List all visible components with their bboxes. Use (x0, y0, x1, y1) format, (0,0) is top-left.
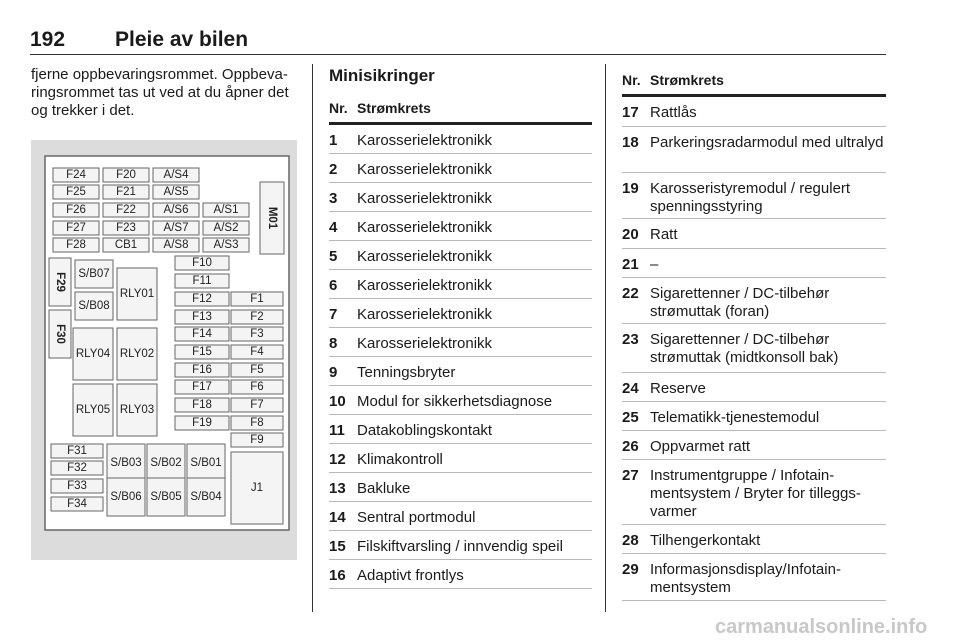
row-number: 2 (329, 161, 338, 178)
fuse-label-sb04: S/B04 (190, 491, 222, 503)
fuse-label-f8: F8 (250, 417, 264, 429)
fuse-label-sb05: S/B05 (150, 491, 182, 503)
row-text: Karosserielektronikk (357, 219, 493, 236)
row-number: 14 (329, 509, 346, 526)
fuse-label-f15: F15 (192, 346, 212, 358)
table-row (622, 460, 886, 525)
fuse-label-f23: F23 (116, 222, 136, 234)
row-text: Oppvarmet ratt (650, 438, 751, 455)
row-number: 25 (622, 409, 639, 426)
row-text: Klimakontroll (357, 451, 443, 468)
table-row (622, 373, 886, 402)
fuse-label-f31: F31 (67, 445, 87, 457)
fuse-label-f32: F32 (67, 462, 87, 474)
fuse-label-f30: F30 (54, 324, 66, 344)
row-number: 7 (329, 306, 338, 323)
fuse-label-f18: F18 (192, 399, 212, 411)
row-text: Parkeringsradarmodul med ultralyd (650, 134, 884, 151)
fuse-label-cb1: CB1 (114, 239, 138, 251)
row-text: Tilhengerkontakt (650, 532, 761, 549)
row-number: 29 (622, 561, 639, 578)
row-text: Karosserielektronikk (357, 306, 493, 323)
row-number: 4 (329, 219, 338, 236)
fuse-label-f6: F6 (250, 381, 264, 393)
row-number: 8 (329, 335, 338, 352)
row-number: 10 (329, 393, 346, 410)
fuse-label-rly04: RLY04 (75, 348, 111, 360)
row-text: Karosserielektronikk (357, 335, 493, 352)
column-divider-1 (312, 64, 313, 612)
table-row (622, 219, 886, 249)
fuse-label-rly01: RLY01 (119, 288, 155, 300)
fuse-label-f20: F20 (116, 169, 136, 181)
table-row (329, 502, 592, 531)
row-text: Instrumentgruppe / Infotainmentsystem / Bryter for tilleggsvarmer (650, 467, 861, 520)
fuse-label-f22: F22 (116, 204, 136, 216)
fuse-label-f2: F2 (250, 311, 264, 323)
row-number: 1 (329, 132, 338, 149)
row-text: Karosseristyremodul / regulert spenningsstyring (650, 180, 851, 215)
row-number: 24 (622, 380, 639, 397)
table-row (329, 473, 592, 502)
row-number: 26 (622, 438, 639, 455)
row-text: Karosserielektronikk (357, 248, 493, 265)
row-number: 11 (329, 422, 345, 439)
header-nr: Nr. (329, 100, 348, 116)
row-text: Modul for sikkerhetsdiagnose (357, 393, 553, 410)
table-row (329, 415, 592, 444)
fuse-label-f16: F16 (192, 364, 212, 376)
fuse-label-rly05: RLY05 (75, 404, 111, 416)
fuse-label-as6: A/S6 (163, 204, 189, 216)
watermark: carmanualsonline.info (715, 616, 928, 638)
table-row (329, 183, 592, 212)
fuse-label-as8: A/S8 (163, 239, 189, 251)
row-text: Informasjonsdisplay/Infotainmentsystem (650, 561, 841, 596)
fuse-label-sb02: S/B02 (150, 457, 182, 469)
row-number: 27 (622, 467, 639, 484)
table-row (329, 386, 592, 415)
row-number: 3 (329, 190, 338, 207)
fuse-label-as2: A/S2 (213, 222, 239, 234)
row-text: Reserve (650, 380, 706, 397)
row-text: Sentral portmodul (357, 509, 476, 526)
fuse-label-f21: F21 (116, 186, 136, 198)
table-row (329, 560, 592, 589)
row-number: 18 (622, 134, 639, 151)
table-row (622, 127, 886, 173)
fuse-label-f29: F29 (54, 272, 66, 292)
fuse-label-f28: F28 (66, 239, 86, 251)
fuse-label-f27: F27 (66, 222, 86, 234)
row-number: 19 (622, 180, 639, 197)
fuse-box-diagram (31, 140, 297, 560)
row-text: – (650, 256, 659, 273)
column-divider-2 (605, 64, 606, 612)
fuse-label-as1: A/S1 (213, 204, 239, 216)
table-row (329, 357, 592, 386)
row-number: 13 (329, 480, 346, 497)
table-row (622, 324, 886, 373)
row-text: Karosserielektronikk (357, 132, 493, 149)
row-number: 12 (329, 451, 346, 468)
header-nr: Nr. (622, 72, 641, 88)
table-header (329, 94, 592, 125)
fuse-label-as3: A/S3 (213, 239, 239, 251)
fuse-label-f13: F13 (192, 311, 212, 323)
fuse-label-sb03: S/B03 (110, 457, 142, 469)
fuse-label-rly02: RLY02 (119, 348, 155, 360)
fuse-label-as7: A/S7 (163, 222, 189, 234)
fuse-label-sb01: S/B01 (190, 457, 222, 469)
section-title: Minisikringer (329, 66, 435, 85)
row-number: 23 (622, 331, 639, 348)
fuse-table-right (622, 66, 886, 601)
table-row (329, 125, 592, 154)
page-number: 192 (30, 28, 66, 51)
fuse-label-f19: F19 (192, 417, 212, 429)
table-row (329, 444, 592, 473)
table-row (622, 249, 886, 278)
row-number: 17 (622, 104, 639, 121)
row-number: 28 (622, 532, 639, 549)
fuse-label-f4: F4 (250, 346, 264, 358)
fuse-label-f1: F1 (250, 293, 264, 305)
row-number: 21 (622, 256, 639, 273)
fuse-label-sb08: S/B08 (78, 300, 110, 312)
fuse-label-f12: F12 (192, 293, 212, 305)
row-text: Telematikk-tjenestemodul (650, 409, 820, 426)
table-row (622, 402, 886, 431)
table-row (622, 554, 886, 601)
header-circuit: Strømkrets (357, 100, 431, 116)
row-text: Karosserielektronikk (357, 190, 493, 207)
fuse-label-f34: F34 (67, 498, 87, 510)
row-number: 6 (329, 277, 338, 294)
table-row (622, 278, 886, 324)
row-text: Tenningsbryter (357, 364, 456, 381)
row-number: 20 (622, 226, 639, 243)
fuse-label-j1: J1 (250, 482, 264, 494)
fuse-label-f9: F9 (250, 434, 264, 446)
fuse-label-f33: F33 (67, 480, 87, 492)
table-row (329, 328, 592, 357)
row-number: 16 (329, 567, 346, 584)
fuse-label-f10: F10 (192, 257, 212, 269)
table-row (329, 241, 592, 270)
table-row (329, 154, 592, 183)
row-text: Filskiftvarsling / innvendig speil (357, 538, 563, 555)
fuse-label-m01: M01 (266, 206, 278, 230)
fuse-label-sb07: S/B07 (78, 268, 110, 280)
fuse-label-as4: A/S4 (163, 169, 189, 181)
table-row (622, 431, 886, 460)
fuse-label-f25: F25 (66, 186, 86, 198)
intro-paragraph: fjerne oppbevaringsrommet. Oppbevaringsrommet tas ut ved at du åpner det og trekker i det. (31, 66, 289, 119)
row-text: Sigarettenner / DC-tilbehør strømuttak (midtkonsoll bak) (650, 331, 839, 366)
fuse-label-f5: F5 (250, 364, 264, 376)
table-row (329, 531, 592, 560)
fuse-box-svg (31, 140, 297, 560)
fuse-label-sb06: S/B06 (110, 491, 142, 503)
row-text: Karosserielektronikk (357, 277, 493, 294)
table-row (329, 212, 592, 241)
row-number: 22 (622, 285, 639, 302)
table-row (329, 270, 592, 299)
row-text: Rattlås (650, 104, 697, 121)
table-row (622, 97, 886, 127)
table-header (622, 66, 886, 97)
row-text: Sigarettenner / DC-tilbehør strømuttak (foran) (650, 285, 830, 320)
fuse-label-f7: F7 (250, 399, 264, 411)
table-row (329, 299, 592, 328)
row-text: Datakoblingskontakt (357, 422, 493, 439)
fuse-label-f17: F17 (192, 381, 212, 393)
fuse-table-left (329, 94, 592, 589)
row-text: Adaptivt frontlys (357, 567, 464, 584)
row-number: 5 (329, 248, 338, 265)
row-number: 9 (329, 364, 338, 381)
page-title: Pleie av bilen (115, 28, 249, 51)
page-header (30, 24, 886, 55)
row-text: Ratt (650, 226, 678, 243)
header-circuit: Strømkrets (650, 72, 724, 88)
fuse-label-f11: F11 (192, 275, 212, 287)
fuse-label-as5: A/S5 (163, 186, 189, 198)
table-row (622, 173, 886, 219)
fuse-label-rly03: RLY03 (119, 404, 155, 416)
row-text: Karosserielektronikk (357, 161, 493, 178)
table-row (622, 525, 886, 554)
fuse-label-f26: F26 (66, 204, 86, 216)
row-number: 15 (329, 538, 346, 555)
fuse-label-f3: F3 (250, 328, 264, 340)
fuse-label-f24: F24 (66, 169, 86, 181)
fuse-label-f14: F14 (192, 328, 212, 340)
row-text: Bakluke (357, 480, 411, 497)
